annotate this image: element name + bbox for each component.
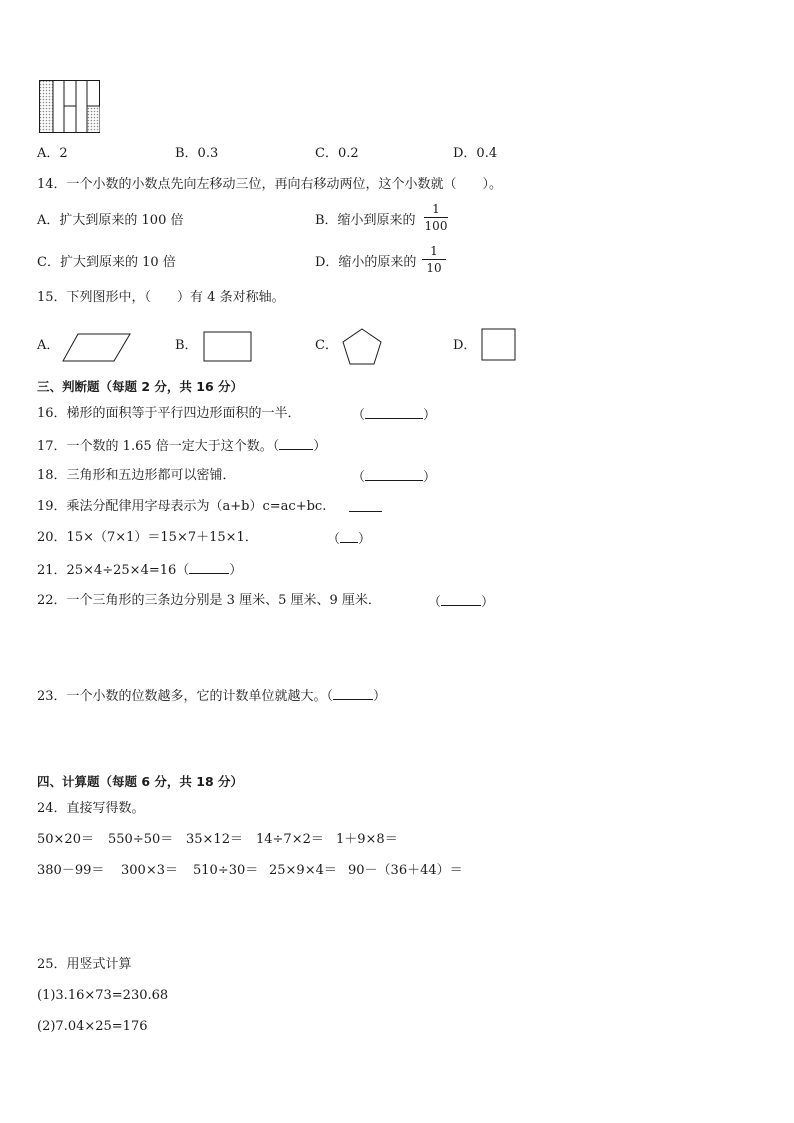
q21-answer[interactable]: [189, 561, 229, 574]
q15-label-b: B．: [175, 338, 198, 353]
calc-1plus9x8: 1＋9×8＝: [336, 832, 398, 847]
q19-text: 19．乘法分配律用字母表示为（a+b）c=ac+bc.: [37, 499, 327, 514]
calc-550div50: 550÷50＝: [108, 832, 174, 847]
q17-answer[interactable]: [279, 437, 313, 450]
parallelogram-shape: [62, 333, 132, 363]
rectangle-shape: [203, 331, 253, 363]
q13-option-a: A．2: [37, 146, 68, 161]
q13-option-d: D．0.4: [453, 146, 498, 161]
q24-stem: 24．直接写得数。: [37, 801, 145, 816]
q14-option-d: D．缩小的原来的: [315, 255, 417, 270]
q22-text: 22．一个三角形的三条边分别是 3 厘米、5 厘米、9 厘米．: [37, 593, 381, 608]
q16-answer[interactable]: （ ）: [352, 408, 437, 423]
calc-14div7x2: 14÷7×2＝: [256, 832, 324, 847]
q19-answer[interactable]: [349, 499, 382, 517]
calc-25x9x4: 25×9×4＝: [269, 863, 337, 878]
calc-510div30: 510÷30＝: [193, 863, 259, 878]
q14-option-a: A．扩大到原来的 100 倍: [37, 213, 184, 228]
calc-300x3: 300×3＝: [121, 863, 178, 878]
q13-option-b: B．0.3: [175, 146, 219, 161]
q18-answer[interactable]: （ ）: [352, 470, 437, 485]
q14-option-c: C．扩大到原来的 10 倍: [37, 255, 176, 270]
q20-text: 20．15×（7×1）＝15×7＋15×1．: [37, 530, 258, 545]
section4-heading: 四、计算题（每题 6 分，共 18 分）: [37, 774, 244, 789]
q22-answer[interactable]: （ ）: [428, 595, 495, 610]
fraction-1-100: 1 100: [424, 202, 448, 233]
square-shape: [481, 328, 517, 362]
q20-answer[interactable]: （ ）: [327, 532, 372, 547]
shaded-piece: [88, 107, 100, 133]
calc-380minus99: 380－99＝: [37, 863, 105, 878]
q15-label-a: A．: [37, 338, 60, 353]
calc-90minus-sum: 90－（36＋44）＝: [348, 863, 463, 878]
shaded-column: [40, 81, 53, 132]
q25-item-2: (2)7.04×25=176: [37, 1019, 148, 1034]
q15-label-c: C．: [315, 338, 338, 353]
q15-label-d: D．: [453, 338, 477, 353]
q14-stem: 14．一个小数的小数点先向左移动三位，再向右移动两位，这个小数就（ ）。: [37, 177, 503, 192]
section3-heading: 三、判断题（每题 2 分，共 16 分）: [37, 379, 244, 394]
q15-stem: 15．下列图形中，（ ）有 4 条对称轴。: [37, 290, 285, 305]
calc-35x12: 35×12＝: [186, 832, 243, 847]
q23-text: 23．一个小数的位数越多，它的计数单位就越大。（ ）: [37, 689, 387, 704]
q14-option-b: B．缩小到原来的: [315, 213, 416, 228]
calc-50x20: 50×20＝: [37, 832, 94, 847]
decimal-grid-figure: [39, 80, 101, 134]
q21-text: 21．25×4÷25×4=16（ ）: [37, 563, 243, 578]
q23-answer[interactable]: [333, 687, 373, 700]
q16-text: 16．梯形的面积等于平行四边形面积的一半．: [37, 406, 301, 421]
q25-stem: 25．用竖式计算: [37, 957, 132, 972]
q13-option-c: C．0.2: [315, 146, 359, 161]
q25-item-1: (1)3.16×73=230.68: [37, 988, 169, 1003]
fraction-1-10: 1 10: [420, 244, 448, 275]
pentagon-shape: [341, 327, 385, 367]
q18-text: 18．三角形和五边形都可以密铺．: [37, 468, 236, 483]
q17-text: 17．一个数的 1.65 倍一定大于这个数。（ ）: [37, 439, 327, 454]
